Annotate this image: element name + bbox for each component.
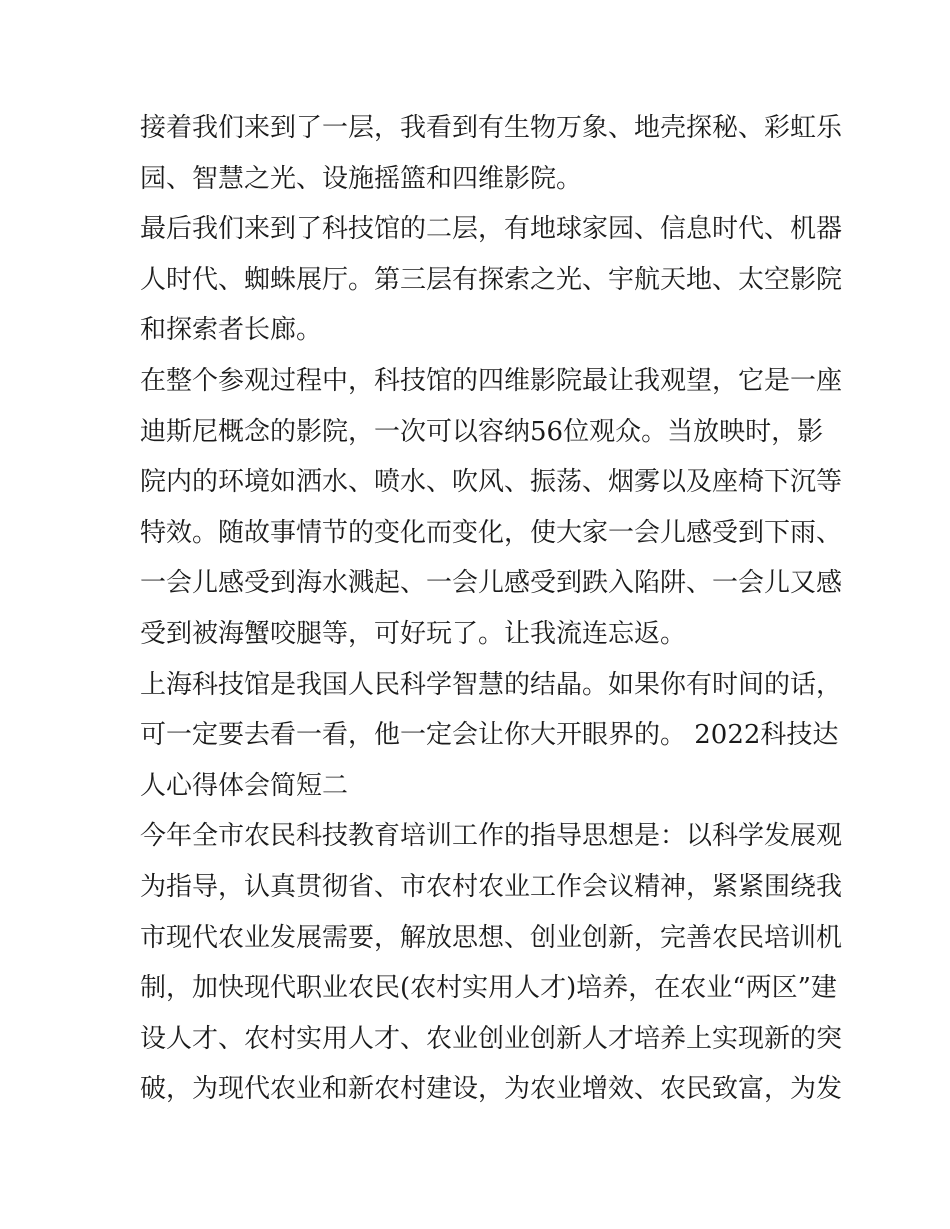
text-line: 人时代、蜘蛛展厅。第三层有探索之光、宇航天地、太空影院 xyxy=(140,264,843,295)
text-line: 一会儿感受到海水溅起、一会儿感受到跌入陷阱、一会儿又感 xyxy=(140,568,843,599)
text-line: 特效。随故事情节的变化而变化，使大家一会儿感受到下雨、 xyxy=(140,517,843,548)
text-line: 可一定要去看一看，他一定会让你大开眼界的。 2022科技达 xyxy=(140,720,839,751)
text-line: 今年全市农民科技教育培训工作的指导思想是：以科学发展观 xyxy=(140,821,843,852)
text-line: 制，加快现代职业农民(农村实用人才)培养，在农业“两区”建 xyxy=(140,973,837,1004)
document-body xyxy=(140,103,843,1115)
text-line: 在整个参观过程中，科技馆的四维影院最让我观望，它是一座 xyxy=(140,365,843,396)
text-line: 破，为现代农业和新农村建设，为农业增效、农民致富，为发 xyxy=(140,1074,843,1105)
text-line: 院内的环境如洒水、喷水、吹风、振荡、烟雾以及座椅下沉等 xyxy=(140,467,843,498)
text-line: 市现代农业发展需要，解放思想、创业创新，完善农民培训机 xyxy=(140,922,843,953)
text-line: 最后我们来到了科技馆的二层，有地球家园、信息时代、机器 xyxy=(140,214,843,245)
text-line: 为指导，认真贯彻省、市农村农业工作会议精神，紧紧围绕我 xyxy=(140,871,843,902)
text-line: 迪斯尼概念的影院，一次可以容纳56位观众。当放映时，影 xyxy=(140,416,824,447)
text-line: 接着我们来到了一层，我看到有生物万象、地壳探秘、彩虹乐 xyxy=(140,113,843,143)
text-line: 园、智慧之光、设施摇篮和四维影院。 xyxy=(140,163,583,194)
text-line: 和探索者长廊。 xyxy=(140,315,323,346)
text-line: 设人才、农村实用人才、农业创业创新人才培养上实现新的突 xyxy=(140,1023,843,1054)
text-line: 受到被海蟹咬腿等，可好玩了。让我流连忘返。 xyxy=(140,618,687,649)
text-line: 上海科技馆是我国人民科学智慧的结晶。如果你有时间的话， xyxy=(140,669,843,700)
section-heading: 人心得体会简短二 xyxy=(140,770,349,801)
